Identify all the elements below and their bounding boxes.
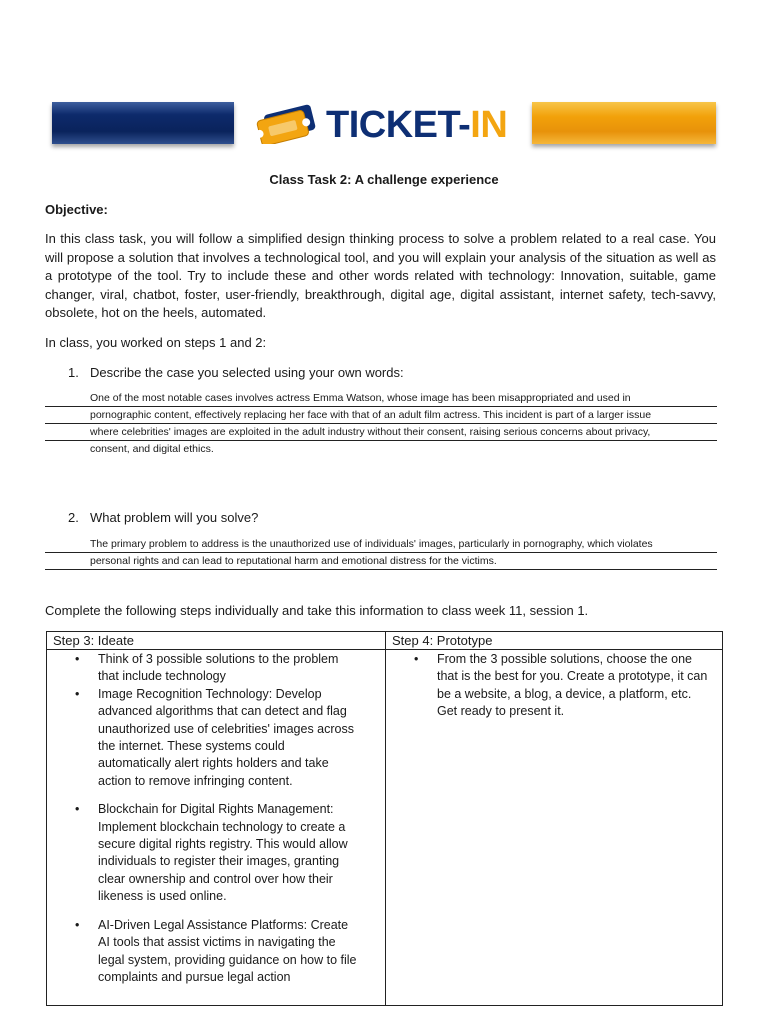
step4-list xyxy=(386,650,722,721)
question-2-text: What problem will you solve? xyxy=(90,510,259,525)
step3-header: Step 3: Ideate xyxy=(47,632,385,650)
question-2 xyxy=(68,510,258,525)
question-1-text: Describe the case you selected using your own words: xyxy=(90,365,404,380)
answer-line: consent, and digital ethics. xyxy=(90,443,214,455)
objective-label: Objective: xyxy=(45,202,108,217)
logo-text-main: TICKET- xyxy=(326,104,471,146)
step4-column xyxy=(386,632,722,1005)
ticket-in-logo xyxy=(252,96,522,154)
step3-column xyxy=(47,632,386,1005)
question-1-number: 1. xyxy=(68,365,79,380)
list-item xyxy=(47,917,361,987)
list-item-text: AI-Driven Legal Assistance Platforms: Create AI tools that assist victims in navigating the legal system, providing guidance on how to file complaints and pursue legal action xyxy=(98,917,357,984)
step3-list xyxy=(47,650,385,986)
bullet-icon: • xyxy=(75,802,80,817)
steps-table xyxy=(46,631,723,1006)
header-banner xyxy=(52,96,716,154)
list-item xyxy=(47,651,361,686)
answer-line: The primary problem to address is the unauthorized use of individuals' images, particularly in pornography, which violates xyxy=(45,536,717,553)
list-item xyxy=(386,651,708,721)
question-2-answer xyxy=(45,536,717,570)
document-title: Class Task 2: A challenge experience xyxy=(269,172,499,187)
in-class-text: In class, you worked on steps 1 and 2: xyxy=(45,335,267,350)
list-item-text: Image Recognition Technology: Develop advanced algorithms that can detect and flag unauthorized use of celebrities' images across the internet. These systems could automatically alert rights holders and take action to remove infringing content. xyxy=(98,686,354,788)
question-2-number: 2. xyxy=(68,510,79,525)
step4-header: Step 4: Prototype xyxy=(386,632,722,650)
list-item xyxy=(47,801,361,905)
gold-banner-bar xyxy=(532,102,716,144)
question-1 xyxy=(68,365,404,380)
answer-line: One of the most notable cases involves actress Emma Watson, whose image has been misappropriated and used in xyxy=(45,390,717,407)
complete-instructions: Complete the following steps individually and take this information to class week 11, session 1. xyxy=(45,603,589,618)
answer-line: personal rights and can lead to reputational harm and emotional distress for the victims. xyxy=(45,553,717,570)
bullet-icon: • xyxy=(75,652,80,666)
bullet-icon: • xyxy=(414,652,419,666)
answer-line: where celebrities' images are exploited in the adult industry without their consent, raising serious concerns about privacy, xyxy=(45,424,717,441)
intro-paragraph: In this class task, you will follow a simplified design thinking process to solve a problem related to a real case. You will propose a solution that involves a technological tool, and you will explain your analysis of the situation as well as a prototype of the tool. Try to include these and other words related with technology: Innovation, suitable, game changer, viral, chatbot, foster, user-friendly, breakthrough, digital age, digital assistant, internet safety, tech-savvy, obsolete, hot on the heels, automated. xyxy=(45,231,716,320)
list-item-text: From the 3 possible solutions, choose the one that is the best for you. Create a prototype, it can be a website, a blog, a device, a platform, etc. Get ready to present it. xyxy=(437,652,708,719)
question-1-answer xyxy=(45,390,717,458)
logo-wordmark xyxy=(326,104,507,146)
list-item-text: Blockchain for Digital Rights Management: Implement blockchain technology to create a secure digital rights registry. This would allow individuals to register their images, granting clear ownership and control over how their likeness is used online. xyxy=(98,802,348,904)
list-item xyxy=(47,686,361,790)
navy-banner-bar xyxy=(52,102,234,144)
ticket-icon xyxy=(252,104,322,144)
bullet-icon: • xyxy=(75,686,80,701)
answer-line: pornographic content, effectively replacing her face with that of an adult film actress. This incident is part of a larger issue xyxy=(45,407,717,424)
bullet-icon: • xyxy=(75,917,80,932)
logo-text-accent: IN xyxy=(470,104,508,146)
list-item-text: Think of 3 possible solutions to the problem that include technology xyxy=(98,652,339,684)
